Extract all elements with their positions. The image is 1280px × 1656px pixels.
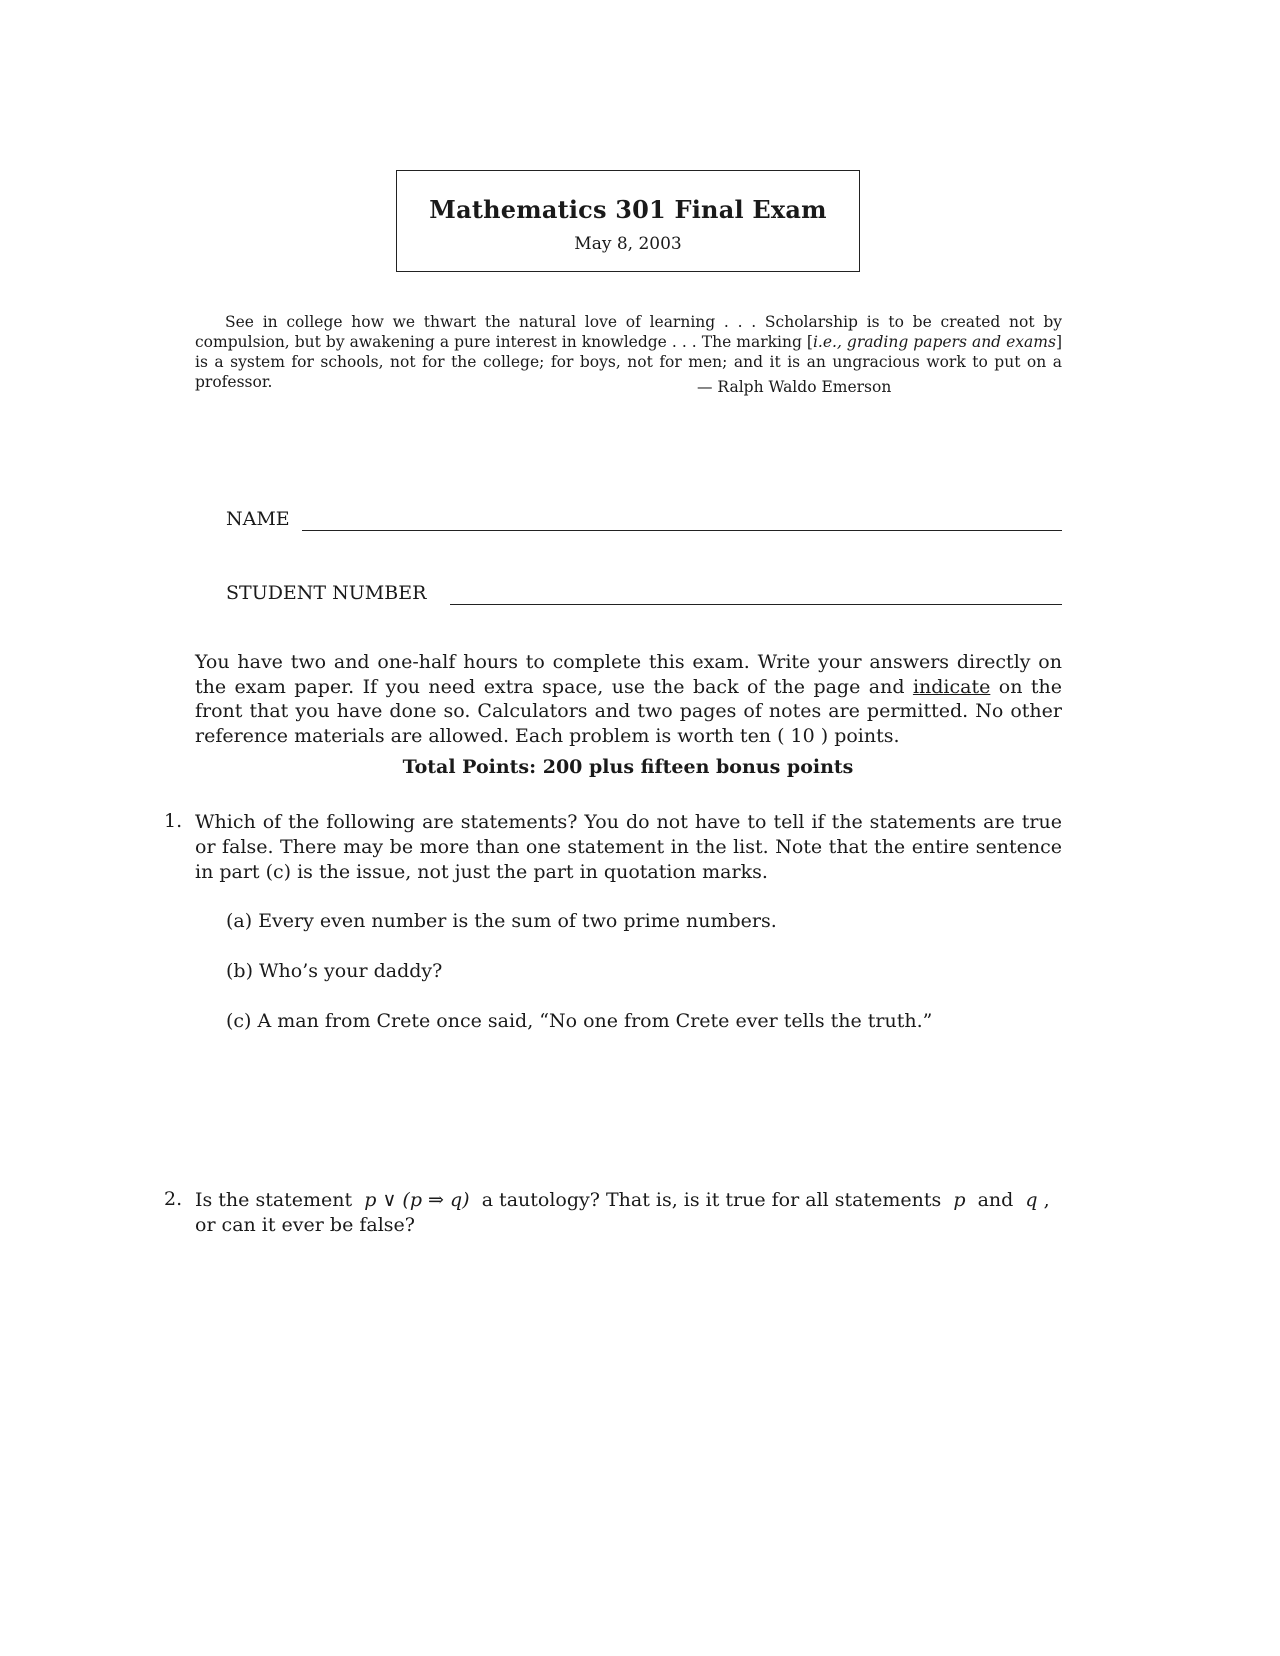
quote-attribution: — Ralph Waldo Emerson <box>697 378 892 396</box>
quote-italic: i.e., grading papers and exams <box>812 333 1056 351</box>
problem-1-number: 1. <box>164 810 183 832</box>
instructions-underlined: indicate <box>912 675 991 698</box>
instructions-paragraph <box>195 650 1062 748</box>
problem-2-number: 2. <box>164 1188 183 1210</box>
instructions-text-1: You have two and one-half hours to complete this exam. Write your answers directly on the exam paper. If you need extra space, use the back of the page and <box>195 651 1062 698</box>
exam-title-box <box>396 170 860 272</box>
problem-2-text <box>195 1188 1062 1238</box>
exam-date: May 8, 2003 <box>574 234 682 254</box>
quote-text-2: ] is a system for schools, not for the college; for boys, not for men; and it is an ungracious work to put on a professor. <box>195 333 1062 391</box>
problem-2-text-start: Is the statement <box>195 1189 353 1211</box>
problem-1-part-b: (b) Who’s your daddy? <box>226 960 443 982</box>
name-line[interactable] <box>302 530 1062 531</box>
name-label: NAME <box>226 508 290 530</box>
problem-2-and: and <box>977 1189 1014 1211</box>
epigraph-quote <box>195 312 1062 392</box>
problem-2-var-q: q <box>1025 1189 1038 1211</box>
problem-1-part-c: (c) A man from Crete once said, “No one from Crete ever tells the truth.” <box>226 1010 933 1032</box>
problem-2-text-end: , or can it ever be false? <box>195 1189 1050 1236</box>
problem-1-part-a: (a) Every even number is the sum of two prime numbers. <box>226 910 777 932</box>
problem-1-text: Which of the following are statements? You do not have to tell if the statements are true or false. There may be more than one statement in the list. Note that the entire sentence in part (c) is the issue, not just the part in quotation marks. <box>195 811 1062 883</box>
student-number-line[interactable] <box>450 604 1062 605</box>
problem-2-var-p: p <box>953 1189 966 1211</box>
exam-title: Mathematics 301 Final Exam <box>429 195 827 224</box>
quote-text-1: See in college how we thwart the natural love of learning . . . Scholarship is to be created not by compulsion, but by awakening a pure interest in knowledge . . . The marking [ <box>195 313 1062 351</box>
problem-2-text-mid: a tautology? That is, is it true for all statements <box>481 1189 942 1211</box>
problem-2-formula: p ∨ (p ⇒ q) <box>364 1189 470 1211</box>
student-number-label: STUDENT NUMBER <box>226 582 427 604</box>
instructions-text-2: on the front that you have done so. Calculators and two pages of notes are permitted. No other reference materials are allowed. Each problem is worth ten ( 10 ) points. <box>195 675 1062 747</box>
total-points: Total Points: 200 plus fifteen bonus points <box>402 756 854 778</box>
